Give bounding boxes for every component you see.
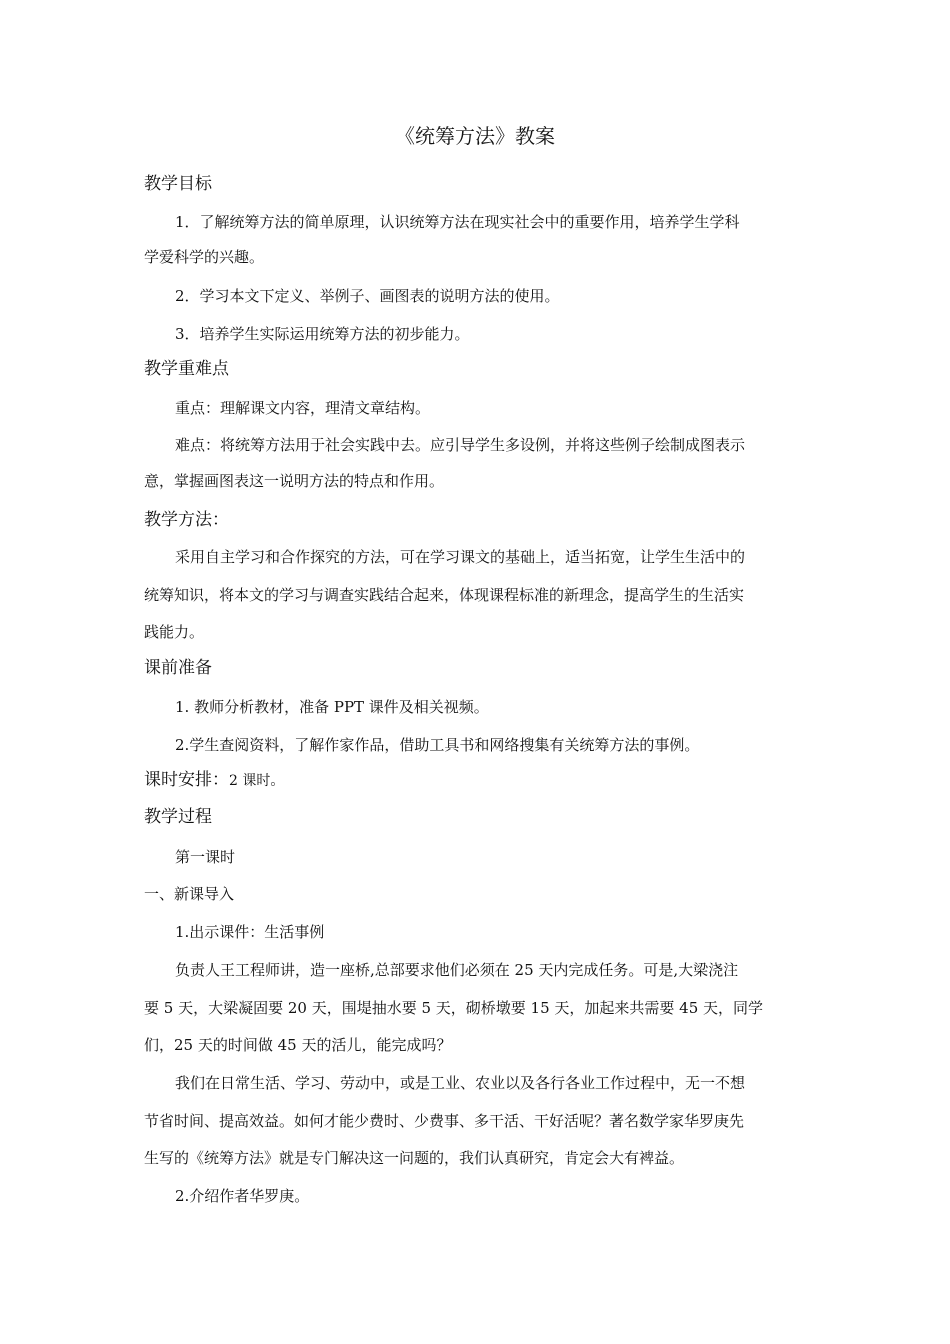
- schedule-row: [144, 767, 284, 794]
- difficulty-line-1: 难点：将统筹方法用于社会实践中去。应引导学生多设例，并将这些例子绘制成图表示: [175, 436, 746, 454]
- heading-preparation: 课前准备: [144, 658, 212, 678]
- heading-methods: 教学方法：: [144, 510, 229, 530]
- schedule-value: 2 课时。: [229, 773, 285, 789]
- paragraph-line-2: 节省时间、提高效益。如何才能少费时、少费事、多干活、干好活呢？著名数学家华罗庚先: [144, 1112, 745, 1130]
- step-2: 2.介绍作者华罗庚。: [175, 1187, 310, 1205]
- heading-key-points: 教学重难点: [144, 359, 229, 379]
- objective-item-1-line-2: 学爱科学的兴趣。: [144, 248, 265, 266]
- heading-process: 教学过程: [144, 807, 212, 827]
- part-1-heading: 一、新课导入: [144, 885, 235, 903]
- preparation-item-2: 2.学生查阅资料，了解作家作品，借助工具书和网络搜集有关统筹方法的事例。: [175, 736, 700, 754]
- objective-item-2: 2．学习本文下定义、举例子、画图表的说明方法的使用。: [175, 287, 560, 305]
- document-title: 《统筹方法》教案: [395, 124, 555, 148]
- objective-item-3: 3．培养学生实际运用统筹方法的初步能力。: [175, 325, 470, 343]
- preparation-item-1: 1. 教师分析教材，准备 PPT 课件及相关视频。: [175, 698, 489, 716]
- step-1: 1.出示课件：生活事例: [175, 923, 325, 941]
- objective-item-1-line-1: 1．了解统筹方法的简单原理，认识统筹方法在现实社会中的重要作用，培养学生学科: [175, 213, 740, 231]
- key-point: 重点：理解课文内容，理清文章结构。: [175, 399, 431, 417]
- difficulty-line-2: 意，掌握画图表这一说明方法的特点和作用。: [144, 472, 445, 490]
- heading-objectives: 教学目标: [144, 174, 212, 194]
- methods-line-2: 统筹知识，将本文的学习与调查实践结合起来，体现课程标准的新理念，提高学生的生活实: [144, 586, 745, 604]
- paragraph-line-1: 我们在日常生活、学习、劳动中，或是工业、农业以及各行各业工作过程中，无一不想: [175, 1074, 746, 1092]
- lesson-label: 第一课时: [175, 848, 236, 866]
- paragraph-line-3: 生写的《统筹方法》就是专门解决这一问题的，我们认真研究，肯定会大有裨益。: [144, 1149, 685, 1167]
- story-line-1: 负责人王工程师讲，造一座桥,总部要求他们必须在 25 天内完成任务。可是,大梁浇注: [175, 961, 739, 979]
- story-line-2: 要 5 天，大梁凝固要 20 天，围堤抽水要 5 天，砌桥墩要 15 天，加起来共需要 45 天，同学: [144, 999, 764, 1017]
- methods-line-1: 采用自主学习和合作探究的方法，可在学习课文的基础上，适当拓宽，让学生生活中的: [175, 548, 746, 566]
- heading-schedule: 课时安排：: [144, 770, 229, 790]
- methods-line-3: 践能力。: [144, 623, 205, 641]
- story-line-3: 们，25 天的时间做 45 天的活儿，能完成吗？: [144, 1036, 452, 1054]
